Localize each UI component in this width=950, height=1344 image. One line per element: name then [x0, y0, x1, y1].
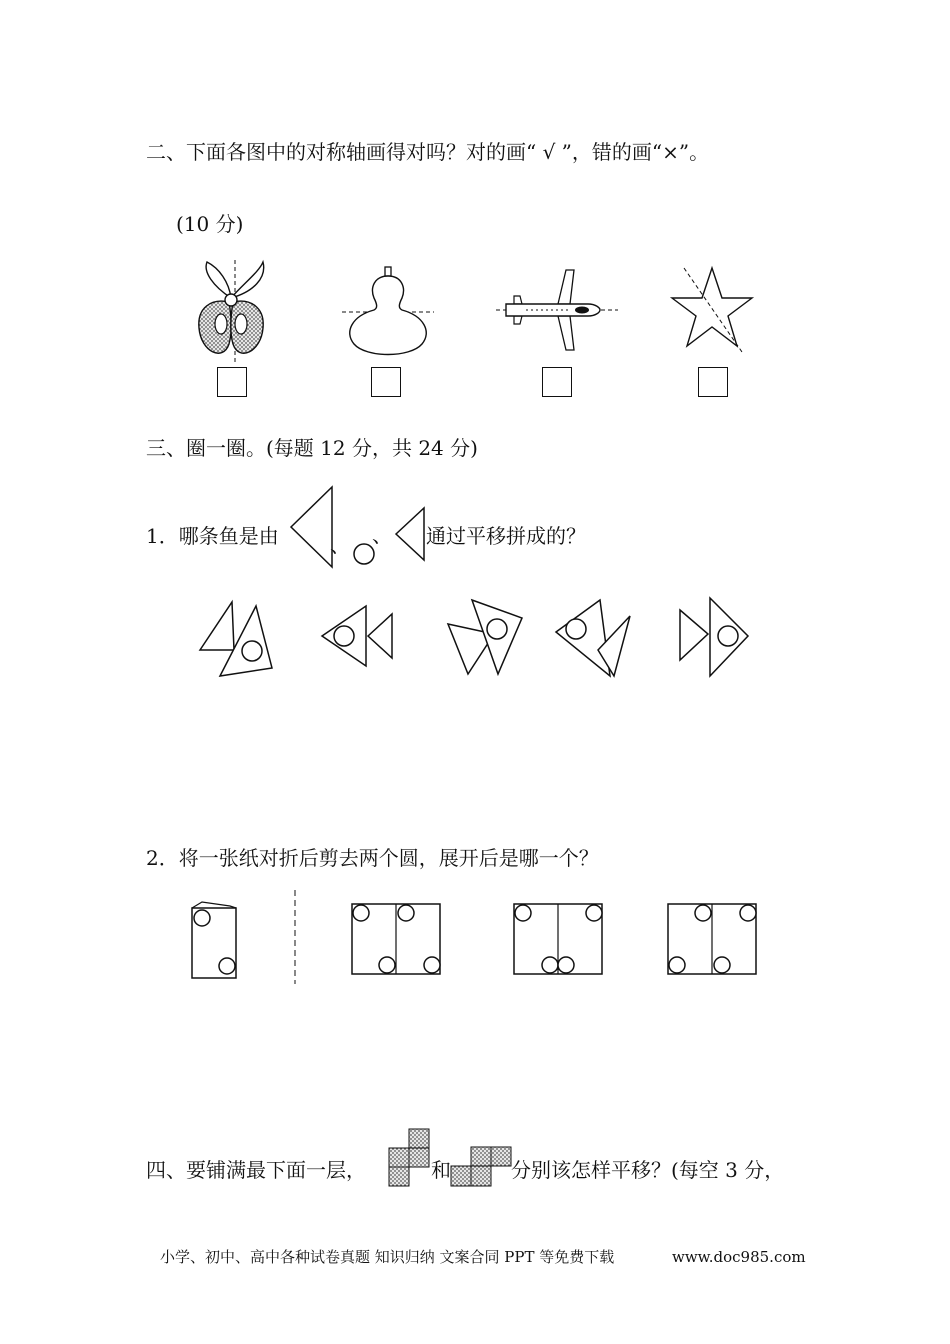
answer-box-2[interactable] — [371, 367, 401, 397]
fish-option-1[interactable] — [196, 600, 276, 682]
section2-points: (10 分) — [176, 212, 244, 236]
fish-option-2[interactable] — [320, 604, 396, 668]
section4-prefix: 四、要铺满最下面一层， — [146, 1158, 366, 1182]
answer-box-1[interactable] — [217, 367, 247, 397]
fish-option-4[interactable] — [554, 598, 636, 680]
answer-box-3[interactable] — [542, 367, 572, 397]
section4-suffix: 分别该怎样平移？(每空 3 分， — [511, 1158, 785, 1182]
unfold-option-1[interactable] — [350, 902, 444, 976]
q1-sep2: 、 — [372, 523, 392, 547]
triangle-large-icon — [288, 485, 336, 569]
airplane-icon — [496, 266, 620, 354]
triangle-small-icon — [394, 506, 426, 562]
tetromino-shape-1-icon — [388, 1128, 432, 1188]
q1-suffix: 通过平移拼成的？ — [426, 524, 586, 548]
q2-text: 2．将一张纸对折后剪去两个圆，展开后是哪一个？ — [146, 846, 599, 870]
scissors-icon — [193, 258, 273, 364]
fish-option-5[interactable] — [678, 596, 752, 680]
section2-title: 二、下面各图中的对称轴画得对吗？对的画“ √ ”，错的画“×”。 — [146, 140, 710, 164]
star-icon — [670, 264, 760, 354]
q1-sep1: 、 — [330, 533, 350, 557]
tetromino-shape-2-icon — [450, 1146, 512, 1188]
unfold-option-3[interactable] — [666, 902, 760, 976]
q1-prefix: 1．哪条鱼是由 — [146, 524, 279, 548]
footer-left: 小学、初中、高中各种试卷真题 知识归纳 文案合同 PPT 等免费下载 — [160, 1248, 615, 1266]
unfold-option-2[interactable] — [512, 902, 606, 976]
folded-paper-icon — [190, 898, 240, 980]
answer-box-4[interactable] — [698, 367, 728, 397]
section3-title: 三、圈一圈。(每题 12 分，共 24 分) — [146, 436, 478, 460]
fish-option-3[interactable] — [444, 598, 524, 678]
divider-dashed — [292, 890, 298, 984]
footer-link[interactable]: www.doc985.com — [672, 1248, 806, 1266]
gourd-icon — [340, 264, 436, 356]
section4-conj: 和 — [431, 1158, 451, 1182]
